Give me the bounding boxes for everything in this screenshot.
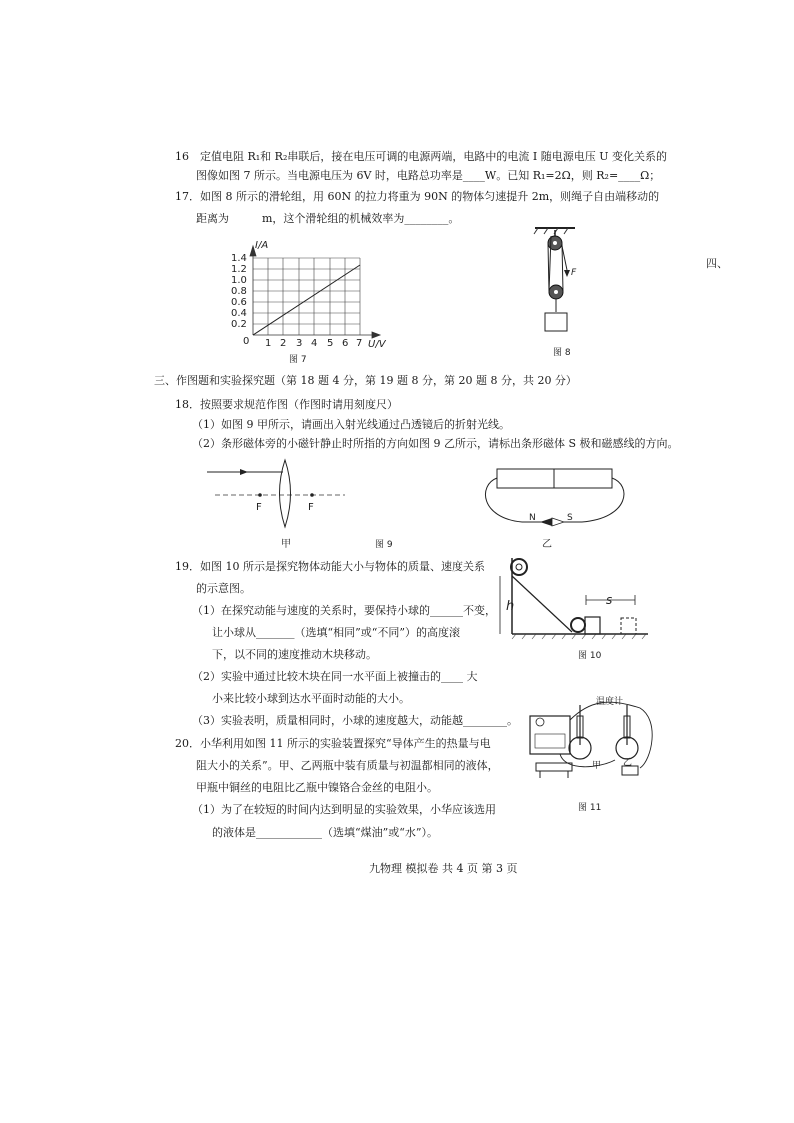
fig7-xtick: 5 [327, 338, 334, 349]
fig10-h-label: h [506, 599, 515, 614]
q20-part1-line1: （1）为了在较短的时间内达到明显的实验效果，小华应该选用 [192, 803, 496, 816]
fig7-y-label: I/A [255, 240, 269, 251]
fig7-ytick: 1.0 [231, 275, 247, 286]
q19-line2: 的示意图。 [196, 582, 251, 595]
page-footer: 九物理 模拟卷 共 4 页 第 3 页 [369, 862, 518, 875]
q19-part1-line3: 下，以不同的速度推动木块移动。 [212, 648, 377, 661]
fig7-ytick: 0.8 [231, 286, 247, 297]
fig11-label-yi: 乙 [623, 758, 633, 768]
q19-part3: （3）实验表明，质量相同时，小球的速度越大，动能越________。 [192, 714, 518, 727]
q19-part2-line2: 小来比较小球到达水平面时动能的大小。 [212, 692, 410, 705]
fig7-ytick: 1.4 [231, 253, 247, 264]
q19-part2-line1: （2）实验中通过比较木块在同一水平面上被撞击的____ 大 [192, 670, 478, 683]
section-3-heading: 三、作图题和实验探究题（第 18 题 4 分，第 19 题 8 分，第 20 题 8 分，共 20 分） [154, 374, 577, 387]
fig7-xtick: 3 [296, 338, 303, 349]
fig9-needle-s: S [567, 513, 573, 523]
fig11-rheostat [536, 763, 572, 771]
fig11-wire [570, 702, 652, 768]
fig11-caption: 图 11 [578, 803, 602, 813]
q19-part1-line1: （1）在探究动能与速度的关系时，要保持小球的______不变， [192, 604, 496, 617]
fig8-force-label: F [571, 268, 577, 278]
fig7-origin: 0 [243, 336, 250, 347]
q17-line2: 距离为 m，这个滑轮组的机械效率为________。 [196, 212, 460, 225]
fig10-s-label: s [606, 593, 613, 607]
fig7-caption: 图 7 [289, 355, 307, 365]
fig11-label-jia: 甲 [592, 761, 602, 771]
side-mark: 四、 [706, 257, 728, 270]
q19-line1: 19．如图 10 所示是探究物体动能大小与物体的质量、速度关系 [175, 560, 485, 573]
q19-part1-line2: 让小球从_______（选填“相同”或“不同”）的高度滚 [212, 626, 460, 639]
fig7-xtick: 7 [356, 338, 363, 349]
fig7-ytick: 0.4 [231, 308, 247, 319]
fig9-label-yi: 乙 [542, 539, 552, 550]
fig9-focus-right: F [308, 502, 314, 513]
q20-part1-line2: 的液体是____________（选填“煤油”或“水”）。 [212, 826, 438, 839]
fig8-caption: 图 8 [553, 348, 571, 358]
q16-line2: 图像如图 7 所示。当电源电压为 6V 时，电路总功率是____W。已知 R₁=2Ω，则 R₂=____Ω； [196, 169, 661, 182]
q18-part1: （1）如图 9 甲所示，请画出入射光线通过凸透镜后的折射光线。 [192, 418, 510, 431]
q18-part2: （2）条形磁体旁的小磁针静止时所指的方向如图 9 乙所示，请标出条形磁体 S 极和磁感线的方向。 [192, 437, 679, 450]
fig7-ytick: 0.6 [231, 297, 247, 308]
fig7-xtick: 4 [311, 338, 318, 349]
fig11-thermometer-label: 温度计 [596, 697, 624, 707]
q16-line1: 16 定值电阻 R₁和 R₂串联后，接在电压可调的电源两端，电路中的电流 I 随电源电压 U 变化关系的 [175, 150, 667, 163]
fig7-x-label: U/V [368, 339, 386, 350]
fig7-ytick: 1.2 [231, 264, 247, 275]
fig9-caption: 图 9 [375, 540, 393, 550]
q20-line1: 20．小华利用如图 11 所示的实验装置探究“导体产生的热量与电 [175, 737, 491, 750]
q20-line3: 甲瓶中铜丝的电阻比乙瓶中镍铬合金丝的电阻小。 [196, 781, 438, 794]
q18-stem: 18．按照要求规范作图（作图时请用刻度尺） [175, 398, 398, 411]
fig7-xtick: 1 [265, 338, 272, 349]
fig9-needle-n: N [529, 513, 536, 523]
fig7-xtick: 6 [342, 338, 349, 349]
fig10-caption: 图 10 [578, 651, 602, 661]
fig9-label-jia: 甲 [281, 539, 291, 550]
fig9-focus-left: F [256, 502, 262, 513]
q20-line2: 阻大小的关系”。甲、乙两瓶中装有质量与初温都相同的液体， [196, 759, 499, 772]
q17-line1: 17．如图 8 所示的滑轮组，用 60N 的拉力将重为 90N 的物体匀速提升 2m，则绳子自由端移动的 [175, 190, 660, 203]
fig7-ytick: 0.2 [231, 319, 247, 330]
fig7-xtick: 2 [280, 338, 287, 349]
